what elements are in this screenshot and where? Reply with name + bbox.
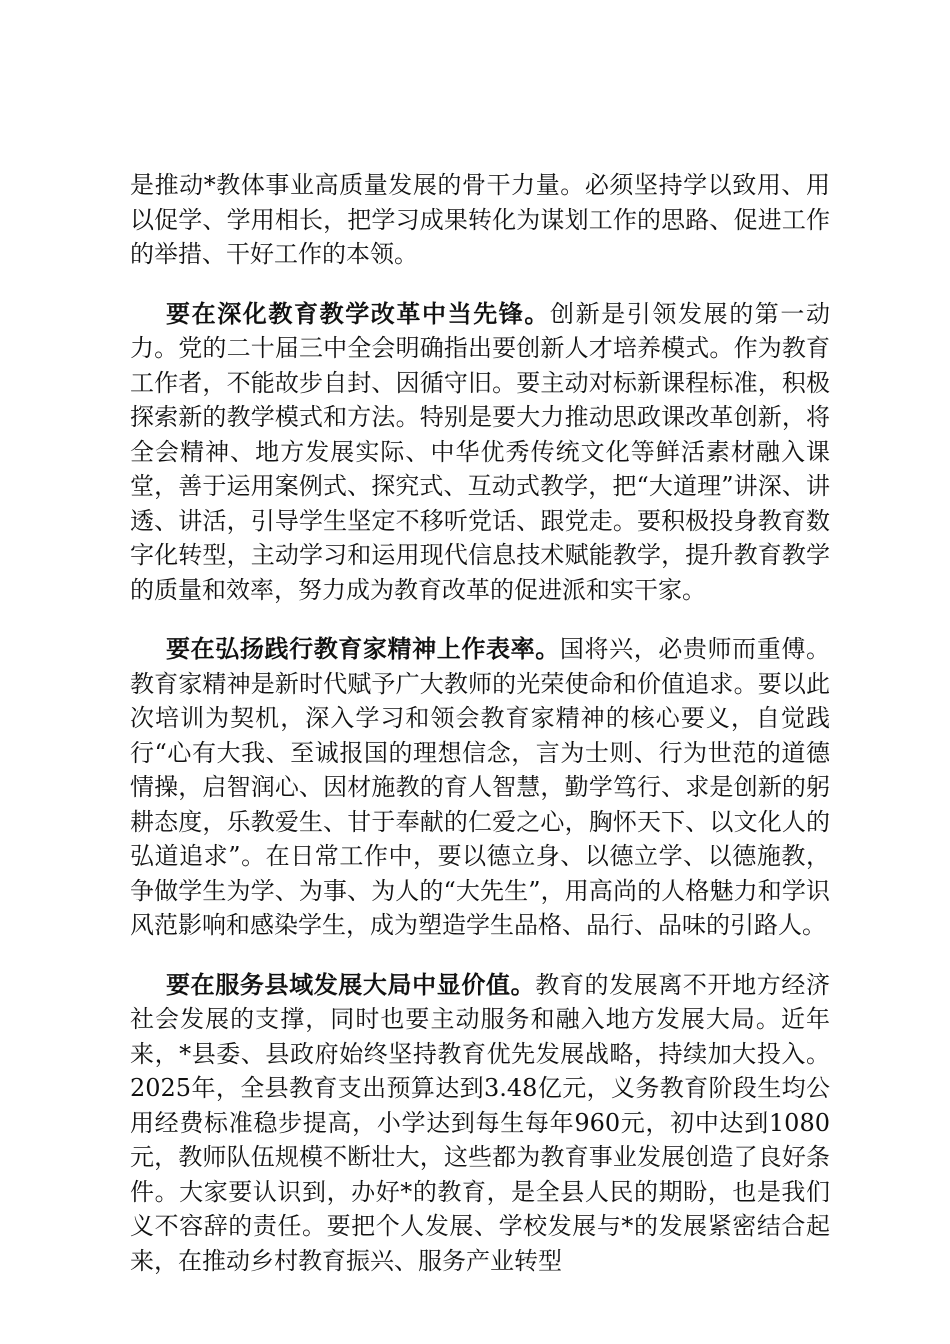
paragraph-text: 教育的发展离不开地方经济社会发展的支撑，同时也要主动服务和融入地方发展大局。近年来，*县委、县政府始终坚持教育优先发展战略，持续加大投入。2025年，全县教育支出预算达到3.48亿元，义务教育阶段生均公用经费标准稳步提高，小学达到每生每年960元，初中达到1080元，教师队伍规模不断壮大，这些都为教育事业发展创造了良好条件。大家要认识到，办好*的教育，是全县人民的期盼，也是我们义不容辞的责任。要把个人发展、学校发展与*的发展紧密结合起来，在推动乡村教育振兴、服务产业转型 [130, 970, 831, 1275]
document-page [130, 168, 830, 1303]
paragraph-text: 国将兴，必贵师而重傅。教育家精神是新时代赋予广大教师的光荣使命和价值追求。要以此次培训为契机，深入学习和领会教育家精神的核心要义，自觉践行“心有大我、至诚报国的理想信念，言为士则、行为世范的道德情操，启智润心、因材施教的育人智慧，勤学笃行、求是创新的躬耕态度，乐教爱生、甘于奉献的仁爱之心，胸怀天下、以文化人的弘道追求”。在日常工作中，要以德立身、以德立学、以德施教，争做学生为学、为事、为人的“大先生”，用高尚的人格魅力和学识风范影响和感染学生，成为塑造学生品格、品行、品味的引路人。 [130, 635, 831, 939]
paragraph-educator-spirit [130, 632, 830, 943]
paragraph-heading: 要在深化教育教学改革中当先锋。 [166, 298, 550, 328]
paragraph-county-development [130, 968, 830, 1279]
paragraph-heading: 要在服务县域发展大局中显价值。 [166, 969, 536, 999]
paragraph-reform-pioneer [130, 297, 830, 608]
paragraph-text: 是推动*教体事业高质量发展的骨干力量。必须坚持学以致用、用以促学、学用相长，把学习成果转化为谋划工作的思路、促进工作的举措、干好工作的本领。 [130, 171, 830, 268]
paragraph-continuation [130, 168, 830, 272]
paragraph-text: 创新是引领发展的第一动力。党的二十届三中全会明确指出要创新人才培养模式。作为教育工作者，不能故步自封、因循守旧。要主动对标新课程标准，积极探索新的教学模式和方法。特别是要大力推动思政课改革创新，将全会精神、地方发展实际、中华优秀传统文化等鲜活素材融入课堂，善于运用案例式、探究式、互动式教学，把“大道理”讲深、讲透、讲活，引导学生坚定不移听党话、跟党走。要积极投身教育数字化转型，主动学习和运用现代信息技术赋能教学，提升教育教学的质量和效率，努力成为教育改革的促进派和实干家。 [130, 299, 830, 604]
paragraph-heading: 要在弘扬践行教育家精神上作表率。 [166, 634, 560, 663]
